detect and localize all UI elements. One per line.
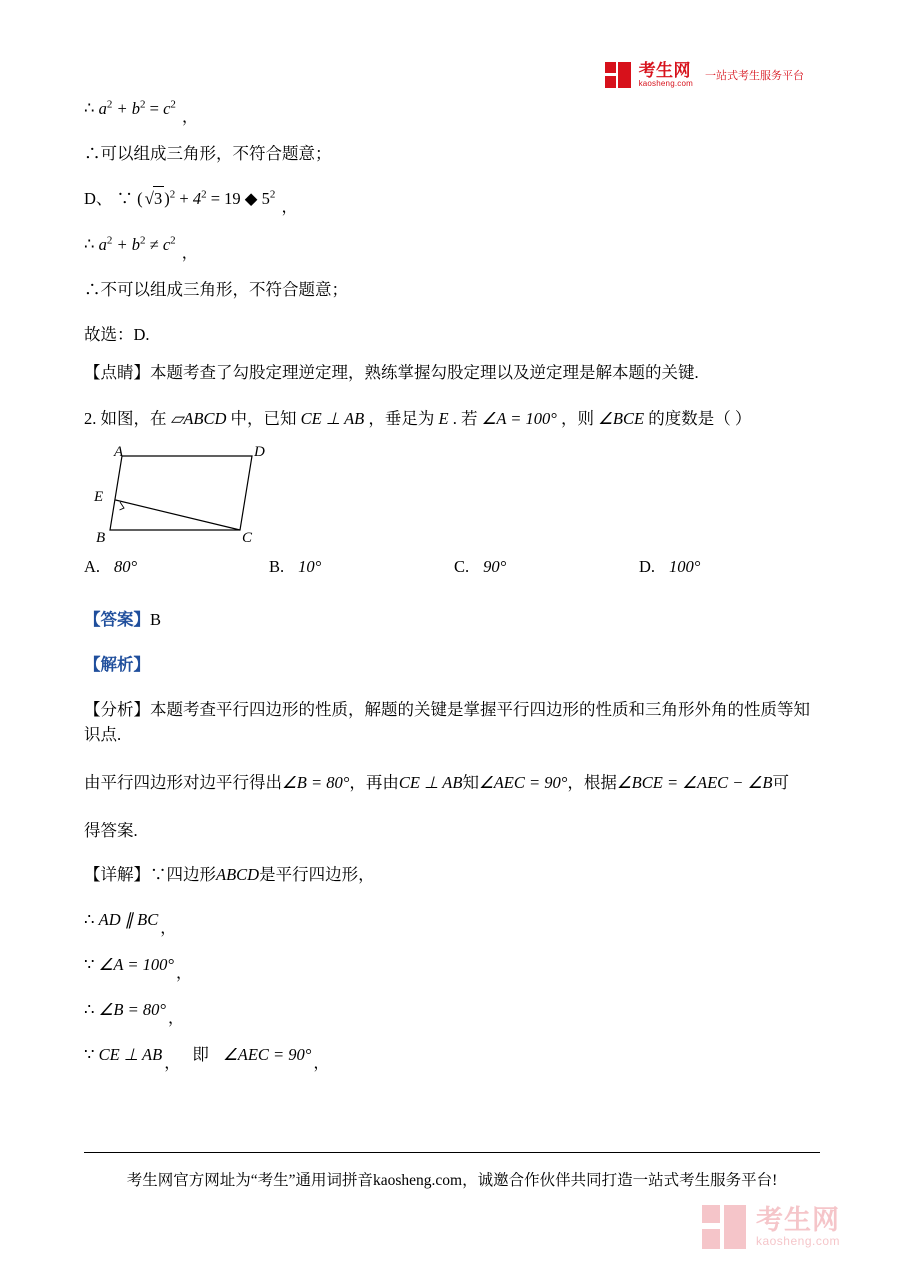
therefore-symbol-1: ∴ — [84, 98, 95, 118]
step-3-comma: ， — [167, 1010, 184, 1028]
detail-lead-tail: 是平行四边形， — [259, 865, 375, 885]
footer-logo-text — [756, 1206, 840, 1249]
figure-label-c: C — [242, 530, 253, 547]
question-2-math-4: ∠A = 100° — [481, 409, 557, 428]
reason-1i: 可 — [772, 773, 789, 793]
footer-watermark-logo — [702, 1205, 840, 1249]
solution1-line5: ∴不可以组成三角形，不符合题意； — [84, 279, 348, 299]
reason-1g: ，根据 — [567, 773, 617, 793]
question-2 — [84, 406, 820, 1073]
header-logo-en: kaosheng.com — [638, 78, 693, 88]
option-d[interactable] — [639, 554, 700, 580]
fenxi-line — [84, 698, 820, 748]
answer-value: B — [150, 610, 162, 630]
question-2-figure — [94, 444, 330, 547]
option-d-tag: D. — [639, 557, 656, 577]
figure-label-a: A — [114, 444, 124, 461]
question-2-math-5: ∠BCE — [598, 409, 645, 428]
reason-line-2: 得答案. — [84, 820, 138, 840]
question-2-math-1: ▱ABCD — [170, 409, 227, 428]
step-4-comma: ， — [164, 1055, 181, 1073]
question-2-text-4: . 若 — [452, 409, 478, 428]
option-b-value: 10 — [298, 557, 315, 577]
detail-lead: ∵四边形 — [150, 865, 216, 885]
option-c-unit: ° — [499, 557, 507, 577]
figure-label-d: D — [254, 444, 265, 461]
answer-label: 【答案】 — [84, 610, 150, 630]
figure-label-e: E — [94, 489, 104, 506]
option-d-value: 100 — [669, 557, 694, 577]
detail-line — [84, 863, 820, 888]
option-d-unit: ° — [693, 557, 701, 577]
option-a-unit: ° — [130, 557, 138, 577]
step-1-prefix: ∴ — [84, 910, 95, 930]
solution1-line1-comma: ， — [182, 108, 199, 126]
because-symbol-1: ∵ — [116, 189, 134, 209]
step-4-math2: ∠AEC = 90° — [222, 1045, 312, 1065]
solution1-line2: ∴可以组成三角形，不符合题意； — [84, 143, 332, 163]
kaosheng-logo-icon — [605, 62, 631, 88]
header-logo-cn: 考生网 — [638, 61, 692, 80]
detail-step-3 — [84, 998, 820, 1028]
figure-label-b: B — [96, 530, 106, 547]
footer-logo-cn: 考生网 — [755, 1204, 840, 1235]
solution1-line1-math: $a^2 + b^2 = c^2$ — [98, 98, 176, 118]
parallelogram-diagram — [100, 446, 300, 542]
option-b-tag: B. — [269, 557, 285, 577]
step-4-prefix: ∵ — [84, 1045, 95, 1065]
solution1-dianjing — [84, 361, 820, 386]
solution1-line4-comma: ， — [181, 244, 198, 262]
detail-step-2 — [84, 953, 820, 983]
reason-1f: ∠AEC = 90° — [478, 773, 568, 793]
fenxi-label: 【分析】 — [84, 699, 150, 719]
question-2-text-1: 如图，在 — [100, 409, 167, 428]
dianjing-text: 本题考查了勾股定理逆定理，熟练掌握勾股定理以及逆定理是解本题的关键. — [150, 363, 699, 383]
question-2-text-3: ，垂足为 — [368, 409, 435, 428]
option-a-tag: A. — [84, 557, 101, 577]
question-2-text-5: ，则 — [561, 409, 595, 428]
fenxi-text: 本题考查平行四边形的性质，解题的关键是掌握平行四边形的性质和三角形外角的性质等知识点. — [84, 699, 810, 744]
reason-line-1 — [84, 767, 820, 798]
reason-1h: ∠BCE = ∠AEC − ∠B — [616, 773, 773, 793]
step-2-comma: ， — [175, 965, 192, 983]
footer-text: 考生网官方网址为“考生”通用词拼音kaosheng.com，诚邀合作伙伴共同打造一站式考生服务平台! — [126, 1172, 778, 1189]
header-logo-text — [639, 62, 693, 88]
reason-1a: 由平行四边形对边平行得出 — [84, 773, 282, 793]
therefore-symbol-2: ∴ — [84, 234, 95, 254]
header-slogan: 一站式考生服务平台 — [705, 70, 804, 83]
step-1-math: AD ∥ BC — [98, 910, 159, 930]
analysis-label: 【解析】 — [84, 655, 150, 675]
step-3-prefix: ∴ — [84, 1000, 95, 1020]
solution1-line4-math: $a^2 + b^2 \ne c^2$ — [98, 234, 176, 254]
option-a-value: 80 — [114, 557, 131, 577]
dianjing-label: 【点睛】 — [84, 363, 150, 383]
question-2-text-2: 中，已知 — [230, 409, 297, 428]
option-b-unit: ° — [314, 557, 322, 577]
question-2-text-6: 的度数是（ ） — [648, 409, 752, 428]
reason-1d: CE ⊥ AB — [398, 773, 463, 793]
question-2-math-3: E — [438, 409, 449, 428]
solution1-line6: 故选：D. — [84, 324, 150, 344]
detail-lead-math: ABCD — [216, 865, 260, 885]
step-2-math: ∠A = 100° — [98, 955, 174, 975]
step-2-prefix: ∵ — [84, 955, 95, 975]
question-2-stem — [84, 406, 820, 432]
option-a[interactable] — [84, 554, 137, 580]
footer-divider — [84, 1152, 820, 1153]
solution1-line3-comma: ， — [281, 199, 298, 217]
question-2-options — [84, 554, 820, 580]
step-4-mid: 即 — [192, 1045, 209, 1065]
option-c-tag: C. — [454, 557, 470, 577]
solution1-line3-tag: D、 — [84, 189, 113, 209]
solution1-line4 — [84, 232, 820, 262]
document-content — [84, 96, 820, 1088]
option-c-value: 90 — [483, 557, 500, 577]
step-1-comma: ， — [160, 920, 177, 938]
answer-line — [84, 608, 820, 633]
step-3-math: ∠B = 80° — [98, 1000, 166, 1020]
step-4-comma2: ， — [313, 1055, 330, 1073]
reason-1b: ∠B = 80° — [282, 773, 350, 793]
option-c[interactable] — [454, 554, 506, 580]
solution1-line1 — [84, 96, 820, 126]
solution1-line3 — [84, 186, 820, 217]
question-2-number: 2. — [84, 409, 97, 428]
question-2-math-2: CE ⊥ AB — [300, 409, 365, 428]
detail-step-1 — [84, 908, 820, 938]
detail-step-4 — [84, 1043, 820, 1073]
detail-label: 【详解】 — [84, 865, 150, 885]
kaosheng-watermark-icon — [702, 1205, 746, 1249]
step-4-math: CE ⊥ AB — [98, 1045, 163, 1065]
reason-1e: 知 — [462, 773, 479, 793]
option-b[interactable] — [269, 554, 321, 580]
reason-1c: ，再由 — [349, 773, 399, 793]
solution1-line3-math: ( √3 )$^2 + 4^2 = 19$ ◆ $5^2$ — [137, 189, 279, 208]
header-logo — [605, 62, 804, 88]
footer-logo-en: kaosheng.com — [755, 1234, 840, 1249]
